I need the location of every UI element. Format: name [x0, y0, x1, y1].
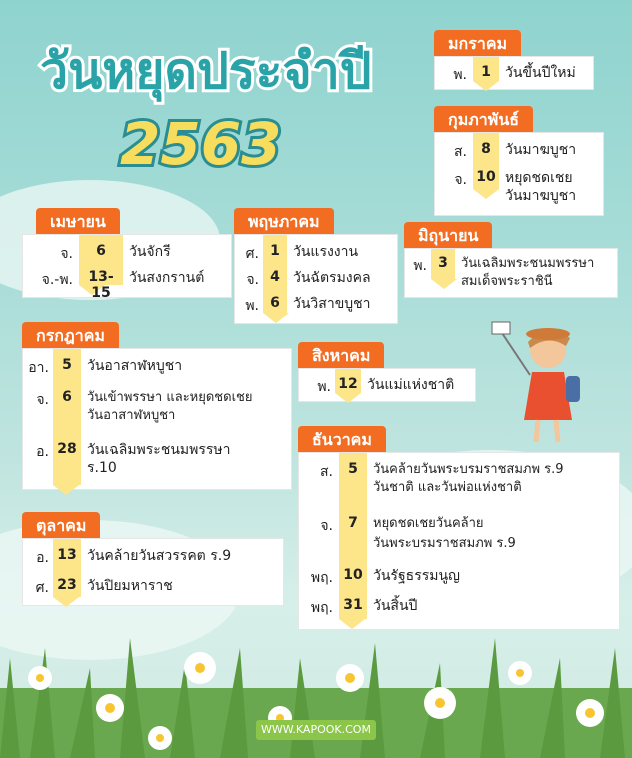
- holiday-name: วันขึ้นปีใหม่: [505, 65, 576, 81]
- holiday-name: วันคล้ายวันพระบรมราชสมภพ ร.9: [373, 462, 564, 477]
- holiday-name-line2: ร.10: [87, 460, 117, 476]
- website-footer: WWW.KAPOOK.COM: [256, 720, 376, 740]
- holiday-name-line2: วันชาติ และวันพ่อแห่งชาติ: [373, 480, 522, 495]
- holiday-row: [235, 243, 397, 263]
- holiday-name: วันฉัตรมงคล: [293, 270, 371, 286]
- weekday: จ.: [320, 518, 333, 534]
- date: 23: [57, 577, 77, 593]
- holiday-list: [434, 132, 604, 216]
- weekday: อ.: [36, 444, 49, 460]
- holiday-row: [23, 269, 231, 301]
- holiday-row: [299, 461, 619, 501]
- holiday-row: [23, 389, 291, 429]
- holiday-name: วันมาฆบูชา: [505, 142, 577, 158]
- weekday: อ.: [36, 550, 49, 566]
- holiday-row: [299, 376, 475, 396]
- month-card-july: [22, 322, 292, 498]
- date: 1: [270, 243, 280, 259]
- holiday-name-line2: วันพระบรมราชสมภพ ร.9: [373, 536, 516, 551]
- svg-text:วันหยุดประจำปี: วันหยุดประจำปี: [40, 42, 372, 100]
- date: 7: [348, 515, 358, 531]
- month-tab: มิถุนายน: [404, 222, 492, 252]
- date: 5: [348, 461, 358, 477]
- weekday: ศ.: [35, 580, 49, 596]
- date: 4: [270, 269, 280, 285]
- month-card-february: [434, 106, 604, 216]
- holiday-name: วันอาสาฬหบูชา: [87, 358, 183, 374]
- month-card-january: [434, 30, 594, 90]
- month-card-june: [404, 222, 618, 298]
- holiday-row: [299, 515, 619, 555]
- weekday: จ.-พ.: [41, 272, 73, 288]
- weekday: ส.: [320, 464, 333, 480]
- holiday-list: [404, 248, 618, 298]
- holiday-row: [435, 169, 603, 209]
- weekday: ส.: [454, 144, 467, 160]
- weekday: อา.: [28, 360, 49, 376]
- holiday-row: [299, 567, 619, 587]
- date: 5: [62, 357, 72, 373]
- holiday-name: วันเฉลิมพระชนมพรรษา: [87, 442, 231, 458]
- date: 6: [62, 389, 72, 405]
- holiday-row: [235, 295, 397, 315]
- date: 6: [270, 295, 280, 311]
- date: 1: [481, 64, 491, 80]
- weekday: ศ.: [245, 246, 259, 262]
- month-tab: สิงหาคม: [298, 342, 384, 372]
- holiday-row: [23, 547, 283, 567]
- holiday-list: [22, 234, 232, 301]
- month-tab: กุมภาพันธ์: [434, 106, 533, 136]
- holiday-list: [434, 56, 594, 90]
- weekday: พ.: [453, 67, 467, 83]
- date: 13-15: [88, 269, 114, 301]
- holiday-row: [235, 269, 397, 289]
- girl-illustration: [490, 320, 600, 450]
- holiday-name: วันคล้ายวันสวรรคต ร.9: [87, 548, 232, 564]
- holiday-list: [298, 452, 620, 630]
- month-card-december: [298, 426, 620, 632]
- month-tab: เมษายน: [36, 208, 120, 238]
- holiday-row: [435, 141, 603, 161]
- holiday-row: [299, 597, 619, 617]
- holiday-row: [23, 577, 283, 597]
- holiday-name: วันรัฐธรรมนูญ: [373, 568, 460, 584]
- holiday-name: วันปิยมหาราช: [87, 578, 173, 594]
- holiday-name: วันวิสาขบูชา: [293, 296, 371, 312]
- weekday: จ.: [36, 392, 49, 408]
- month-tab: มกราคม: [434, 30, 521, 60]
- weekday: พ.: [413, 258, 427, 274]
- weekday: พฤ.: [310, 570, 333, 586]
- holiday-name: วันแรงงาน: [293, 244, 359, 260]
- holiday-name-line2: วันอาสาฬหบูชา: [87, 408, 176, 423]
- holiday-list: [22, 538, 284, 606]
- date: 13: [57, 547, 77, 563]
- holiday-name: วันสงกรานต์: [129, 270, 205, 286]
- holiday-row: [23, 243, 231, 263]
- holiday-name: วันแม่แห่งชาติ: [367, 377, 455, 393]
- holiday-name: วันจักรี: [129, 244, 171, 260]
- svg-text:2563: 2563: [120, 110, 282, 178]
- holiday-name: หยุดชดเชยวันคล้าย: [373, 516, 484, 531]
- date: 10: [476, 169, 496, 185]
- date: 12: [338, 376, 358, 392]
- weekday: จ.: [454, 172, 467, 188]
- holiday-row: [405, 255, 617, 295]
- holiday-name-line2: วันมาฆบูชา: [505, 188, 577, 204]
- month-card-october: [22, 512, 284, 606]
- weekday: พฤ.: [310, 600, 333, 616]
- weekday: พ.: [317, 379, 331, 395]
- date: 3: [438, 255, 448, 271]
- date: 8: [481, 141, 491, 157]
- month-card-may: [234, 208, 398, 324]
- weekday: พ.: [245, 298, 259, 314]
- holiday-name: วันสิ้นปี: [373, 598, 418, 614]
- title-line1: [30, 30, 410, 110]
- month-card-august: [298, 342, 488, 402]
- holiday-row: [435, 64, 593, 84]
- holiday-row: [23, 441, 291, 481]
- month-tab: ตุลาคม: [22, 512, 100, 542]
- month-tab: พฤษภาคม: [234, 208, 334, 238]
- holiday-row: [23, 357, 291, 377]
- month-tab: ธันวาคม: [298, 426, 386, 456]
- weekday: จ.: [60, 246, 73, 262]
- title-year: [110, 102, 310, 182]
- holiday-name: หยุดชดเชย: [505, 170, 573, 186]
- holiday-list: [22, 348, 292, 490]
- date: 10: [343, 567, 363, 583]
- holiday-name-line2: สมเด็จพระราชินี: [461, 274, 553, 289]
- date: 31: [343, 597, 363, 613]
- holiday-name: วันเฉลิมพระชนมพรรษา: [461, 256, 595, 271]
- month-tab: กรกฎาคม: [22, 322, 119, 352]
- holiday-list: [234, 234, 398, 324]
- date: 28: [57, 441, 77, 457]
- date: 6: [96, 243, 106, 259]
- weekday: จ.: [246, 272, 259, 288]
- holiday-name: วันเข้าพรรษา และหยุดชดเชย: [87, 390, 253, 405]
- holiday-list: [298, 368, 476, 402]
- month-card-april: [22, 208, 232, 301]
